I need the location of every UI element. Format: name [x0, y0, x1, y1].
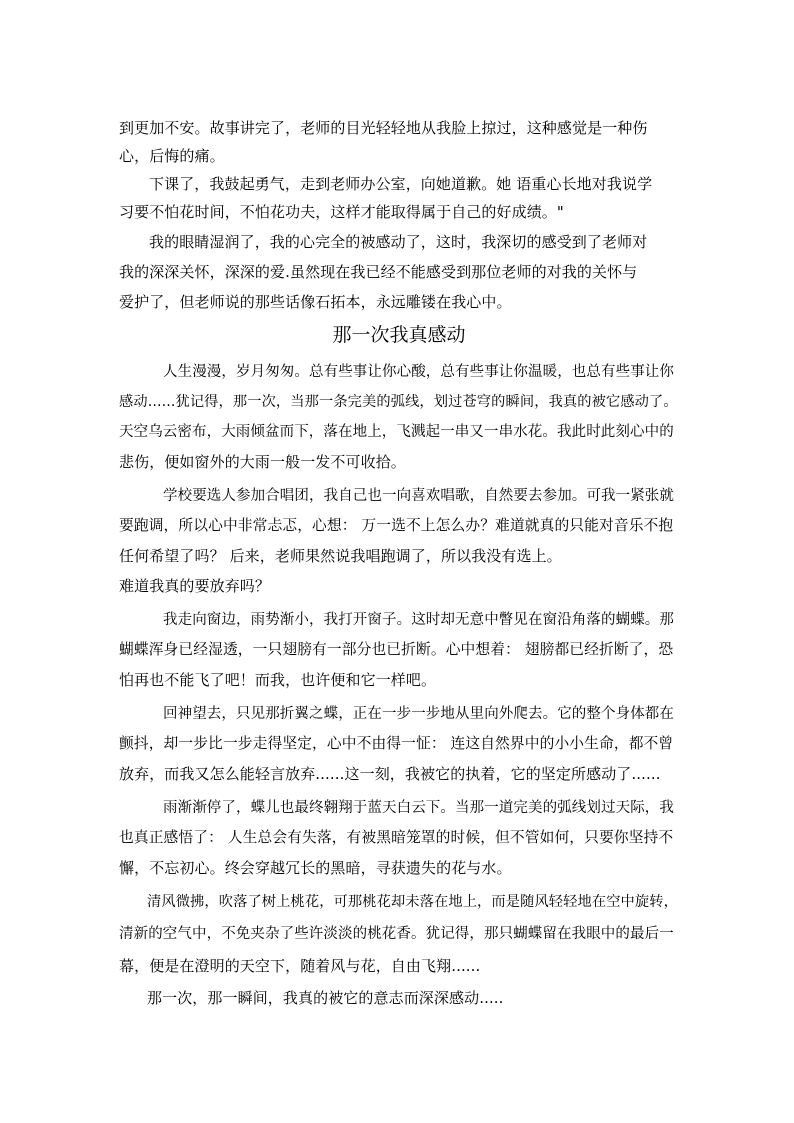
body-line-7: 任何希望了吗？ 后来，老师果然说我唱跑调了，所以我没有选上。 [119, 547, 562, 565]
intro-line-4: 习要不怕花时间，不怕花功夫，这样才能取得属于自己的好成绩。" [119, 203, 564, 221]
intro-line-6: 我的深深关怀，深深的爱.虽然现在我已经不能感受到那位老师的对我的关怀与 [119, 263, 638, 281]
body-line-14: 放弃，而我又怎么能轻言放弃......这一刻，我被它的执着，它的坚定所感动了...... [119, 765, 661, 783]
essay-title: 那一次我真感动 [332, 324, 466, 346]
intro-line-1: 到更加不安。故事讲完了，老师的目光轻轻地从我脸上掠过，这种感觉是一种伤 [119, 119, 648, 137]
body-line-16: 也真正感悟了： 人生总会有失落，有被黑暗笼罩的时候，但不管如何，只要你坚持不 [119, 829, 674, 846]
intro-line-7: 爱护了，但老师说的那些话像石拓本，永远雕镂在我心中。 [119, 293, 512, 311]
body-line-10: 蝴蝶浑身已经湿透，一只翅膀有一部分也已折断。心中想着： 翅膀都已经折断了，恐 [119, 641, 674, 658]
body-line-6: 要跑调，所以心中非常忐忑，心想： 万一选不上怎么办？难道就真的只能对音乐不抱 [119, 517, 674, 534]
body-line-1: 人生漫漫，岁月匆匆。总有些事让你心酸，总有些事让你温暖，也总有些事让你 [163, 364, 674, 380]
body-line-21: 那一次，那一瞬间，我真的被它的意志而深深感动..... [147, 989, 504, 1007]
intro-line-3: 下课了，我鼓起勇气，走到老师办公室，向她道歉。她 语重心长地对我说学 [149, 175, 653, 193]
body-line-9: 我走向窗边，雨势渐小，我打开窗子。这时却无意中瞥见在窗沿角落的蝴蝶。那 [163, 612, 674, 628]
body-line-19: 清新的空气中，不免夹杂了些许淡淡的桃花香。犹记得，那只蝴蝶留在我眼中的最后一 [119, 926, 674, 942]
body-line-3: 天空乌云密布，大雨倾盆而下，落在地上，飞溅起一串又一串水花。我此时此刻心中的 [119, 424, 674, 440]
body-line-13: 颤抖，却一步比一步走得坚定，心中不由得一怔： 连这自然界中的小小生命，都不曾 [119, 735, 674, 752]
body-line-17: 懈，不忘初心。终会穿越冗长的黑暗，寻获遗失的花与水。 [119, 859, 512, 877]
body-line-20: 幕，便是在澄明的天空下，随着风与花，自由飞翔...... [119, 957, 481, 975]
body-line-5: 学校要选人参加合唱团，我自己也一向喜欢唱歌，自然要去参加。可我一紧张就 [163, 488, 674, 504]
intro-line-5: 我的眼睛湿润了，我的心完全的被感动了，这时，我深切的感受到了老师对 [149, 233, 648, 251]
body-line-8: 难道我真的要放弃吗？ [119, 577, 271, 595]
body-line-11: 怕再也不能飞了吧！而我，也许便和它一样吧。 [119, 671, 437, 689]
body-line-18: 清风微拂，吹落了树上桃花，可那桃花却未落在地上，而是随风轻轻地在空中旋转， [147, 894, 678, 910]
body-line-2: 感动......犹记得，那一次，当那一条完美的弧线，划过苍穹的瞬间，我真的被它感动了。 [119, 394, 678, 410]
body-line-15: 雨渐渐停了，蝶儿也最终翱翔于蓝天白云下。当那一道完美的弧线划过天际，我 [163, 800, 674, 816]
intro-line-2: 心，后悔的痛。 [119, 147, 225, 165]
body-line-12: 回神望去，只见那折翼之蝶，正在一步一步地从里向外爬去。它的整个身体都在 [163, 706, 674, 722]
body-line-4: 悲伤，便如窗外的大雨一般一发不可收拾。 [119, 453, 406, 471]
